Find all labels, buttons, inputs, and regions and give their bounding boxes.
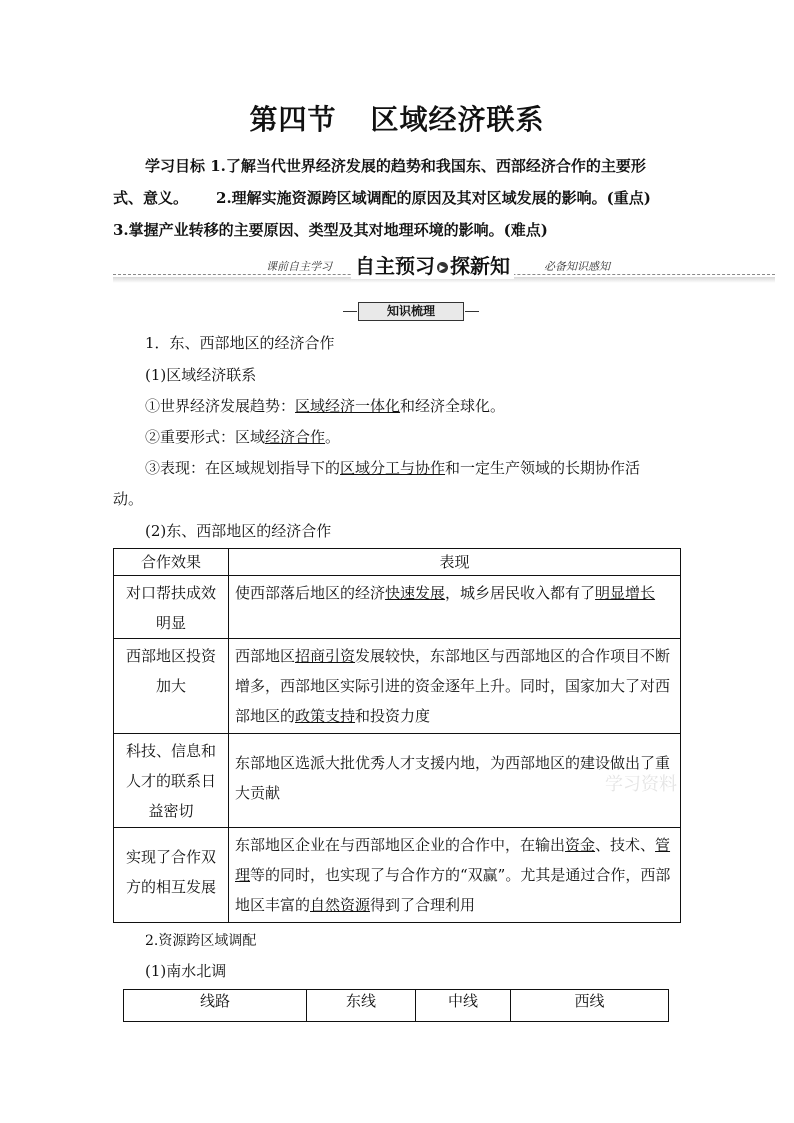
table-header-desc: 表现	[229, 549, 681, 576]
banner-left-label: 课前自主学习	[263, 258, 335, 274]
desc-cell: 使西部落后地区的经济快速发展，城乡居民收入都有了明显增长	[229, 576, 681, 639]
route-header-middle: 中线	[416, 990, 511, 1022]
watermark: 学习资料	[605, 774, 677, 795]
desc-cell: 西部地区招商引资发展较快，东部地区与西部地区的合作项目不断增多，西部地区实际引进的资金逐年上升。同时，国家加大了对西部地区的政策支持和投资力度	[229, 639, 681, 734]
page-title: 第四节 区域经济联系	[249, 103, 545, 136]
s1-heading: 1．东、西部地区的经济合作	[145, 334, 335, 352]
table-row	[114, 734, 681, 828]
route-header-line: 线路	[124, 990, 307, 1022]
table-header-effect: 合作效果	[114, 549, 229, 576]
effect-cell: 实现了合作双 方的相互发展	[114, 828, 229, 923]
desc-cell: 东部地区选派大批优秀人才支援内地，为西部地区的建设做出了重大贡献	[229, 734, 681, 828]
section-box-knowledge: 知识梳理	[358, 302, 464, 321]
table-row	[114, 828, 681, 923]
goals-label: 学习目标	[145, 157, 206, 175]
s1-sub2: (2)东、西部地区的经济合作	[145, 522, 332, 540]
s1-item1: ①世界经济发展趋势：区域经济一体化和经济全球化。	[145, 397, 506, 415]
effect-cell: 西部地区投资 加大	[114, 639, 229, 734]
s1-item3-wrap: 动。	[113, 490, 144, 508]
route-table	[123, 989, 669, 1022]
arrow-icon: ▶	[437, 262, 448, 273]
s2-sub1: (1)南水北调	[145, 962, 227, 980]
banner-title: 自主预习 ▶ 探新知	[351, 250, 514, 279]
route-header-east: 东线	[307, 990, 416, 1022]
learning-goals: 学习目标 1.了解当代世界经济发展的趋势和我国东、西部经济合作的主要形 式、意义。 2.理解实施资源跨区域调配的原因及其对区域发展的影响。(重点) 3.掌握产业转移的主要原因、类型及其对地理环境的影响。(难点)	[113, 157, 651, 239]
cooperation-table	[113, 548, 681, 923]
table-row	[114, 639, 681, 734]
section-banner	[113, 248, 775, 288]
table-row	[114, 576, 681, 639]
s2-heading: 2.资源跨区域调配	[145, 933, 257, 949]
banner-right-label: 必备知识感知	[541, 258, 613, 274]
effect-cell: 对口帮扶成效 明显	[114, 576, 229, 639]
s1-item3: ③表现：在区域规划指导下的区域分工与协作和一定生产领域的长期协作活	[145, 459, 641, 477]
route-header-west: 西线	[511, 990, 669, 1022]
s1-sub1: (1)区域经济联系	[145, 366, 257, 384]
desc-cell: 东部地区企业在与西部地区企业的合作中，在输出资金、技术、管理等的同时，也实现了与合作方的“双赢”。尤其是通过合作，西部地区丰富的自然资源得到了合理利用	[229, 828, 681, 923]
effect-cell: 科技、信息和 人才的联系日 益密切	[114, 734, 229, 828]
s1-item2: ②重要形式：区域经济合作。	[145, 428, 341, 446]
